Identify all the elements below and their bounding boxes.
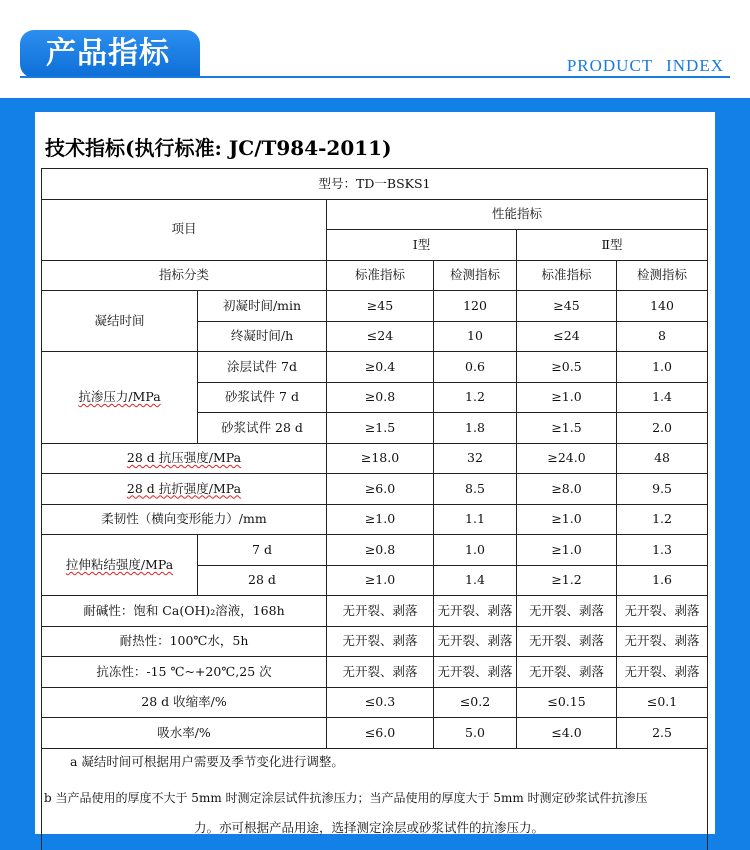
coating-7d-label: 涂层试件 7d [198, 352, 327, 383]
table-cell: ≥18.0 [327, 443, 434, 474]
table-row [42, 352, 708, 383]
table-cell: ≤0.3 [327, 687, 434, 718]
page-header [0, 0, 750, 98]
table-row [42, 504, 708, 535]
shrinkage-label: 28 d 收缩率/% [42, 687, 327, 718]
table-cell: ≤24 [517, 321, 617, 352]
table-cell: 9.5 [617, 474, 708, 505]
table-row [42, 657, 708, 688]
table-row [42, 199, 708, 230]
table-cell: 1.8 [434, 413, 517, 444]
model-cell: 型号：TD一BSKS1 [42, 169, 708, 200]
table-row [42, 474, 708, 505]
table-cell: ≥0.5 [517, 352, 617, 383]
std-header-1: 标准指标 [327, 260, 434, 291]
table-cell: 无开裂、剥落 [327, 626, 434, 657]
table-cell: ≥0.8 [327, 535, 434, 566]
water-abs-label: 吸水率/% [42, 718, 327, 749]
bond-7d-label: 7 d [198, 535, 327, 566]
table-footer [42, 845, 708, 850]
table-cell: 1.0 [434, 535, 517, 566]
table-cell: ≥8.0 [517, 474, 617, 505]
heat-label: 耐热性：100℃水，5h [42, 626, 327, 657]
table-cell: 10 [434, 321, 517, 352]
mortar-7d-label: 砂浆试件 7 d [198, 382, 327, 413]
final-set-label: 终凝时间/h [198, 321, 327, 352]
table-cell: 无开裂、剥落 [517, 626, 617, 657]
std-header-2: 标准指标 [517, 260, 617, 291]
tensile-bond-label [42, 535, 198, 596]
table-cell: ≥1.0 [517, 504, 617, 535]
table-cell: ≥1.2 [517, 565, 617, 596]
table-cell: ≥45 [327, 291, 434, 322]
table-cell: 无开裂、剥落 [517, 657, 617, 688]
table-cell: 1.3 [617, 535, 708, 566]
table-row [42, 845, 708, 850]
table-row [42, 169, 708, 200]
table-cell: 5.0 [434, 718, 517, 749]
table-cell: ≤0.15 [517, 687, 617, 718]
table-cell: 无开裂、剥落 [434, 657, 517, 688]
table-row [42, 687, 708, 718]
table-cell: ≥0.8 [327, 382, 434, 413]
table-cell: ≥6.0 [327, 474, 434, 505]
table-cell: ≥1.5 [327, 413, 434, 444]
bond-28d-label: 28 d [198, 565, 327, 596]
flexural-text: 28 d 抗折强度/MPa [126, 480, 242, 496]
note-b-line1: b 当产品使用的厚度不大于 5mm 时测定涂层试件抗渗压力；当产品使用的厚度大于 5mm 时测定砂浆试件抗渗压 [44, 790, 648, 805]
type1-header: Ⅰ型 [327, 230, 517, 261]
mortar-28d-label: 砂浆试件 28 d [198, 413, 327, 444]
compressive-text: 28 d 抗压强度/MPa [126, 450, 242, 466]
item-header: 项目 [42, 199, 327, 260]
panel-title: 技术指标(执行标准: JC/T984-2011) [45, 136, 392, 160]
table-cell: 0.6 [434, 352, 517, 383]
table-cell: 无开裂、剥落 [617, 657, 708, 688]
table-row [42, 291, 708, 322]
table-cell: ≤6.0 [327, 718, 434, 749]
table-cell: 1.1 [434, 504, 517, 535]
table-cell: ≤0.2 [434, 687, 517, 718]
table-cell: 1.4 [617, 382, 708, 413]
header-subtitle: PRODUCT INDEX [566, 56, 724, 75]
compressive-label [42, 443, 327, 474]
impermeability-text: 抗渗压力/MPa [78, 389, 161, 405]
table-cell: 1.0 [617, 352, 708, 383]
spec-table-wrapper [41, 168, 707, 850]
table-row [42, 596, 708, 627]
table-cell: ≥1.0 [327, 565, 434, 596]
category-header: 指标分类 [42, 260, 327, 291]
table-row [42, 775, 708, 845]
test-header-2: 检测指标 [617, 260, 708, 291]
table-cell: 无开裂、剥落 [517, 596, 617, 627]
spec-table [41, 168, 708, 850]
table-cell: 48 [617, 443, 708, 474]
table-cell: 140 [617, 291, 708, 322]
table-cell: ≥45 [517, 291, 617, 322]
table-cell: ≥24.0 [517, 443, 617, 474]
table-cell: ≤4.0 [517, 718, 617, 749]
table-cell: 无开裂、剥落 [327, 596, 434, 627]
table-cell: 1.4 [434, 565, 517, 596]
header-title: 产品指标 [20, 30, 200, 78]
note-b-line2: 力。亦可根据产品用途，选择测定涂层或砂浆试件的抗渗压力。 [194, 819, 545, 835]
table-row [42, 535, 708, 566]
table-cell: ≥0.4 [327, 352, 434, 383]
table-cell: ≥1.0 [517, 535, 617, 566]
table-cell: 8.5 [434, 474, 517, 505]
table-cell: 2.5 [617, 718, 708, 749]
table-row [42, 718, 708, 749]
header-divider [20, 76, 730, 78]
table-cell: ≥1.0 [517, 382, 617, 413]
type2-header: Ⅱ型 [517, 230, 708, 261]
table-row [42, 260, 708, 291]
table-cell: 1.6 [617, 565, 708, 596]
table-cell: 无开裂、剥落 [617, 626, 708, 657]
table-cell: 无开裂、剥落 [434, 596, 517, 627]
table-cell: ≤0.1 [617, 687, 708, 718]
note-a: a 凝结时间可根据用户需要及季节变化进行调整。 [42, 748, 708, 775]
table-cell: 120 [434, 291, 517, 322]
impermeability-label [42, 352, 198, 444]
table-cell: 2.0 [617, 413, 708, 444]
table-cell: ≥1.5 [517, 413, 617, 444]
test-header-1: 检测指标 [434, 260, 517, 291]
table-row [42, 626, 708, 657]
table-cell: 8 [617, 321, 708, 352]
tensile-bond-text: 拉伸粘结强度/MPa [65, 556, 174, 572]
perf-header: 性能指标 [327, 199, 708, 230]
initial-set-label: 初凝时间/min [198, 291, 327, 322]
table-cell: 无开裂、剥落 [617, 596, 708, 627]
flexibility-label: 柔韧性（横向变形能力）/mm [42, 504, 327, 535]
spec-panel [35, 112, 715, 834]
note-b [42, 775, 708, 845]
table-row [42, 443, 708, 474]
table-cell: 无开裂、剥落 [327, 657, 434, 688]
alkali-label: 耐碱性：饱和 Ca(OH)₂溶液，168h [42, 596, 327, 627]
freeze-label: 抗冻性：-15 ℃~+20℃,25 次 [42, 657, 327, 688]
setting-time-label: 凝结时间 [42, 291, 198, 352]
table-cell: 32 [434, 443, 517, 474]
content-frame [0, 98, 750, 850]
flexural-label [42, 474, 327, 505]
table-cell: ≥1.0 [327, 504, 434, 535]
table-cell: 无开裂、剥落 [434, 626, 517, 657]
table-cell: 1.2 [617, 504, 708, 535]
table-cell: 1.2 [434, 382, 517, 413]
table-row [42, 748, 708, 775]
table-cell: ≤24 [327, 321, 434, 352]
